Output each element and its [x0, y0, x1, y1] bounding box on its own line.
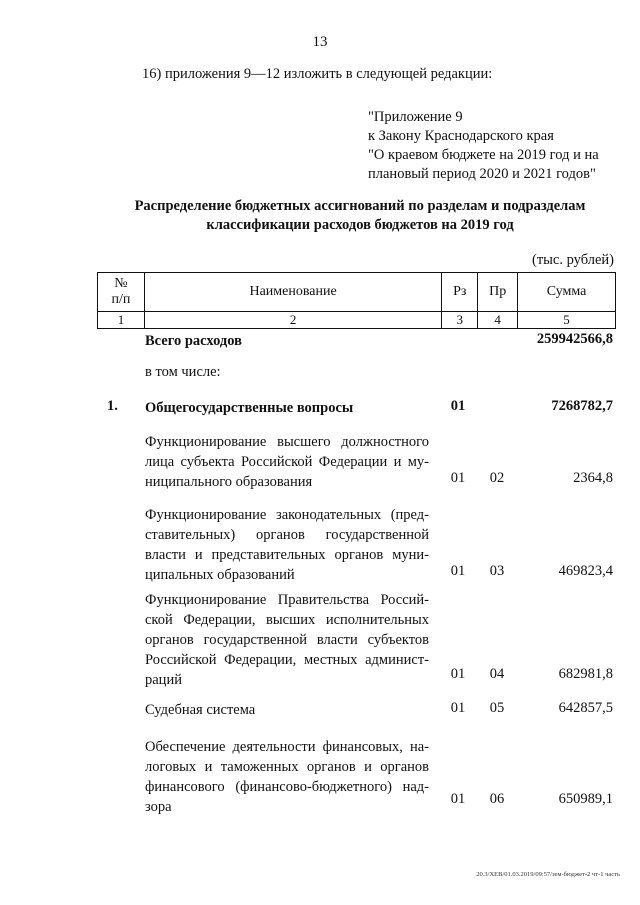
row-name	[145, 432, 429, 492]
table-header-row	[98, 273, 616, 312]
units-label: (тыс. рублей)	[532, 252, 614, 268]
row-name-line: Российской Федерации, местных админист-	[145, 652, 429, 668]
row-rz: 01	[450, 791, 466, 807]
header-no-line1: №	[114, 276, 128, 291]
row-name-line: Функционирование высшего должностного	[145, 434, 429, 450]
row-name	[145, 700, 429, 720]
column-number: 2	[144, 312, 441, 329]
header-cell-no	[98, 273, 145, 312]
column-number-row	[98, 312, 616, 329]
row-sum: 2364,8	[573, 470, 613, 486]
row-name-line: Судебная система	[145, 702, 256, 718]
appendix-line: "О краевом бюджете на 2019 год и на	[368, 147, 599, 163]
row-name-line: логовых и таможенных органов и органов	[145, 759, 429, 775]
title-line: Распределение бюджетных ассигнований по разделам и подразделам	[134, 198, 586, 214]
document-footer-stamp: 20.3/XEB/01.03.2019/09:57/зем-бюджет-2 чт-1 часть	[476, 871, 620, 878]
row-name-line: ниципального образования	[145, 474, 313, 490]
header-cell-rz: Рз	[442, 273, 478, 312]
header-cell-pr: Пр	[478, 273, 518, 312]
row-name-line: власти и представительных органов муни-	[145, 547, 429, 563]
column-number: 5	[518, 312, 616, 329]
appendix-line: "Приложение 9	[368, 109, 463, 125]
title-line: классификации расходов бюджетов на 2019 год	[206, 217, 514, 233]
row-pr: 06	[489, 791, 505, 807]
row-sum: 469823,4	[558, 563, 613, 579]
total-sum: 259942566,8	[536, 331, 613, 347]
row-rz: 01	[450, 470, 466, 486]
row-sum: 650989,1	[558, 791, 613, 807]
row-sum: 682981,8	[558, 666, 613, 682]
header-no-line2: п/п	[111, 292, 131, 307]
table-header	[97, 272, 616, 329]
header-cell-name: Наименование	[144, 273, 441, 312]
appendix-line: плановый период 2020 и 2021 годов"	[368, 166, 596, 182]
row-name	[145, 737, 429, 817]
row-sum: 642857,5	[558, 700, 613, 716]
document-title	[0, 197, 640, 235]
row-name-line: зора	[145, 799, 172, 815]
row-pr: 02	[489, 470, 505, 486]
row-name-line: органов государственной власти субъектов	[145, 632, 429, 648]
total-label: Всего расходов	[145, 333, 242, 349]
column-number: 1	[98, 312, 145, 329]
row-rz: 01	[450, 666, 466, 682]
section-rz: 01	[450, 398, 466, 414]
row-rz: 01	[450, 563, 466, 579]
row-name-line: ципальных образований	[145, 567, 295, 583]
row-name-line: финансового (финансово-бюджетного) над-	[145, 779, 429, 795]
row-pr: 04	[489, 666, 505, 682]
row-name-line: ской Федерации, высших исполнительных	[145, 612, 429, 628]
appendix-heading	[368, 108, 599, 184]
row-name-line: Функционирование Правительства Россий-	[145, 592, 429, 608]
row-name-line: ставительных) органов государственной	[145, 527, 429, 543]
appendix-line: к Закону Краснодарского края	[368, 128, 554, 144]
column-number: 3	[442, 312, 478, 329]
including-label: в том числе:	[145, 364, 221, 380]
intro-text: 16) приложения 9—12 изложить в следующей редакции:	[142, 66, 493, 82]
section-number: 1.	[107, 398, 118, 414]
section-sum: 7268782,7	[551, 398, 613, 414]
row-name-line: раций	[145, 672, 182, 688]
row-name	[145, 505, 429, 585]
row-name-line: Обеспечение деятельности финансовых, на-	[145, 739, 429, 755]
row-name-line: Функционирование законодательных (пред-	[145, 507, 429, 523]
page-number: 13	[312, 34, 328, 50]
row-name-line: лица субъекта Российской Федерации и му-	[145, 454, 429, 470]
header-cell-sum: Сумма	[518, 273, 616, 312]
row-pr: 05	[489, 700, 505, 716]
column-number: 4	[478, 312, 518, 329]
row-pr: 03	[489, 563, 505, 579]
section-name: Общегосударственные вопросы	[145, 400, 354, 416]
row-name	[145, 590, 429, 690]
row-rz: 01	[450, 700, 466, 716]
